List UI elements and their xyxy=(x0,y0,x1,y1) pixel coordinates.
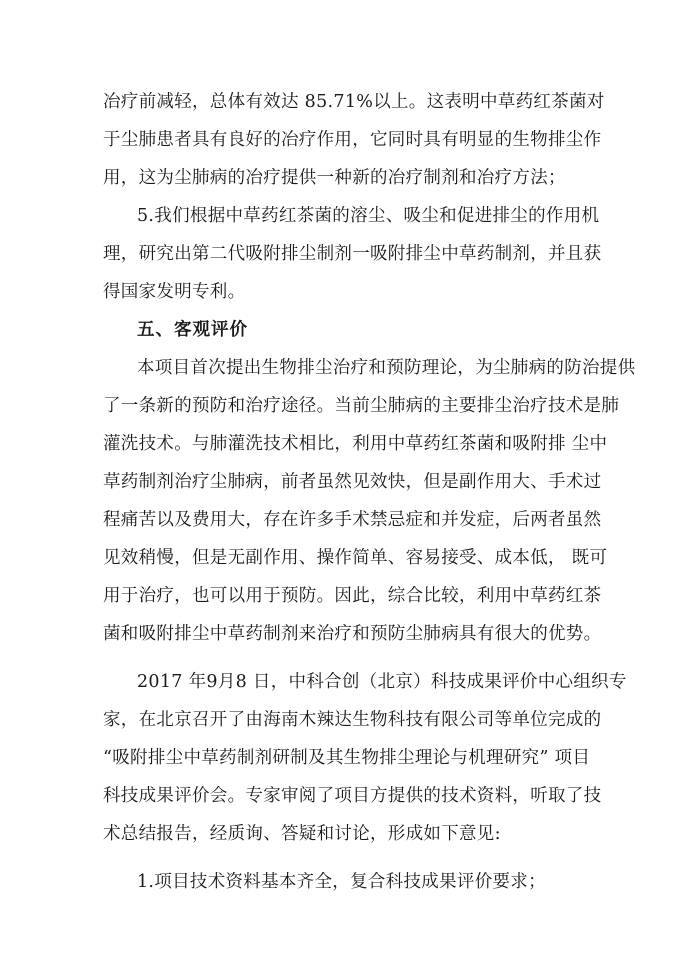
paragraph-line: 科技成果评价会。专家审阅了项目方提供的技术资料，听取了技 xyxy=(103,786,602,806)
paragraph-line: 家，在北京召开了由海南木辣达生物科技有限公司等单位完成的 xyxy=(103,710,602,730)
paragraph-line: “吸附排尘中草药制剂研制及其生物排尘理论与机理研究” 项目 xyxy=(103,748,591,768)
paragraph-line: 于尘肺患者具有良好的冶疗作用，它同时具有明显的生物排尘作 xyxy=(103,130,602,150)
paragraph-line: 草药制剂治疗尘肺病，前者虽然见效快，但是副作用大、手术过 xyxy=(103,472,602,492)
paragraph-line: 本项目首次提出生物排尘治疗和预防理论，为尘肺病的防治提供 xyxy=(137,358,636,378)
paragraph-line: 2017 年9月8 日，中科合创（北京）科技成果评价中心组织专 xyxy=(137,672,627,692)
paragraph-line: 理，研究出第二代吸附排尘制剂一吸附排尘中草药制剂，并且获 xyxy=(103,244,602,264)
paragraph-line: 程痛苦以及费用大，存在许多手术禁忌症和并发症，后两者虽然 xyxy=(103,510,602,530)
paragraph-line: 灌洗技术。与肺灌洗技术相比，利用中草药红茶菌和吸附排 尘中 xyxy=(103,434,608,454)
paragraph-line: 术总结报告，经质询、答疑和讨论，形成如下意见: xyxy=(103,824,501,844)
paragraph-line: 用，这为尘肺病的冶疗提供一种新的冶疗制剂和冶疗方法； xyxy=(103,168,566,188)
paragraph-line: 见效稍慢，但是无副作用、操作简单、容易接受、成本低， 既可 xyxy=(103,548,608,568)
paragraph-line: 5.我们根据中草药红茶菌的溶尘、吸尘和促进排尘的作用机 xyxy=(137,206,600,226)
paragraph-line: 冶疗前减轻，总体有效达 85.71%以上。这表明中草药红茶菌对 xyxy=(103,92,605,112)
section-heading: 五、客观评价 xyxy=(137,320,248,340)
paragraph-line: 了一条新的预防和治疗途径。当前尘肺病的主要排尘治疗技术是肺 xyxy=(103,396,620,416)
paragraph-line: 用于治疗，也可以用于预防。因此，综合比较，利用中草药红茶 xyxy=(103,586,602,606)
paragraph-line: 得国家发明专利。 xyxy=(103,282,246,302)
paragraph-line: 菌和吸附排尘中草药制剂来治疗和预防尘肺病具有很大的优势。 xyxy=(103,624,602,644)
list-item: 1.项目技术资料基本齐全，复合科技成果评价要求； xyxy=(137,872,546,892)
